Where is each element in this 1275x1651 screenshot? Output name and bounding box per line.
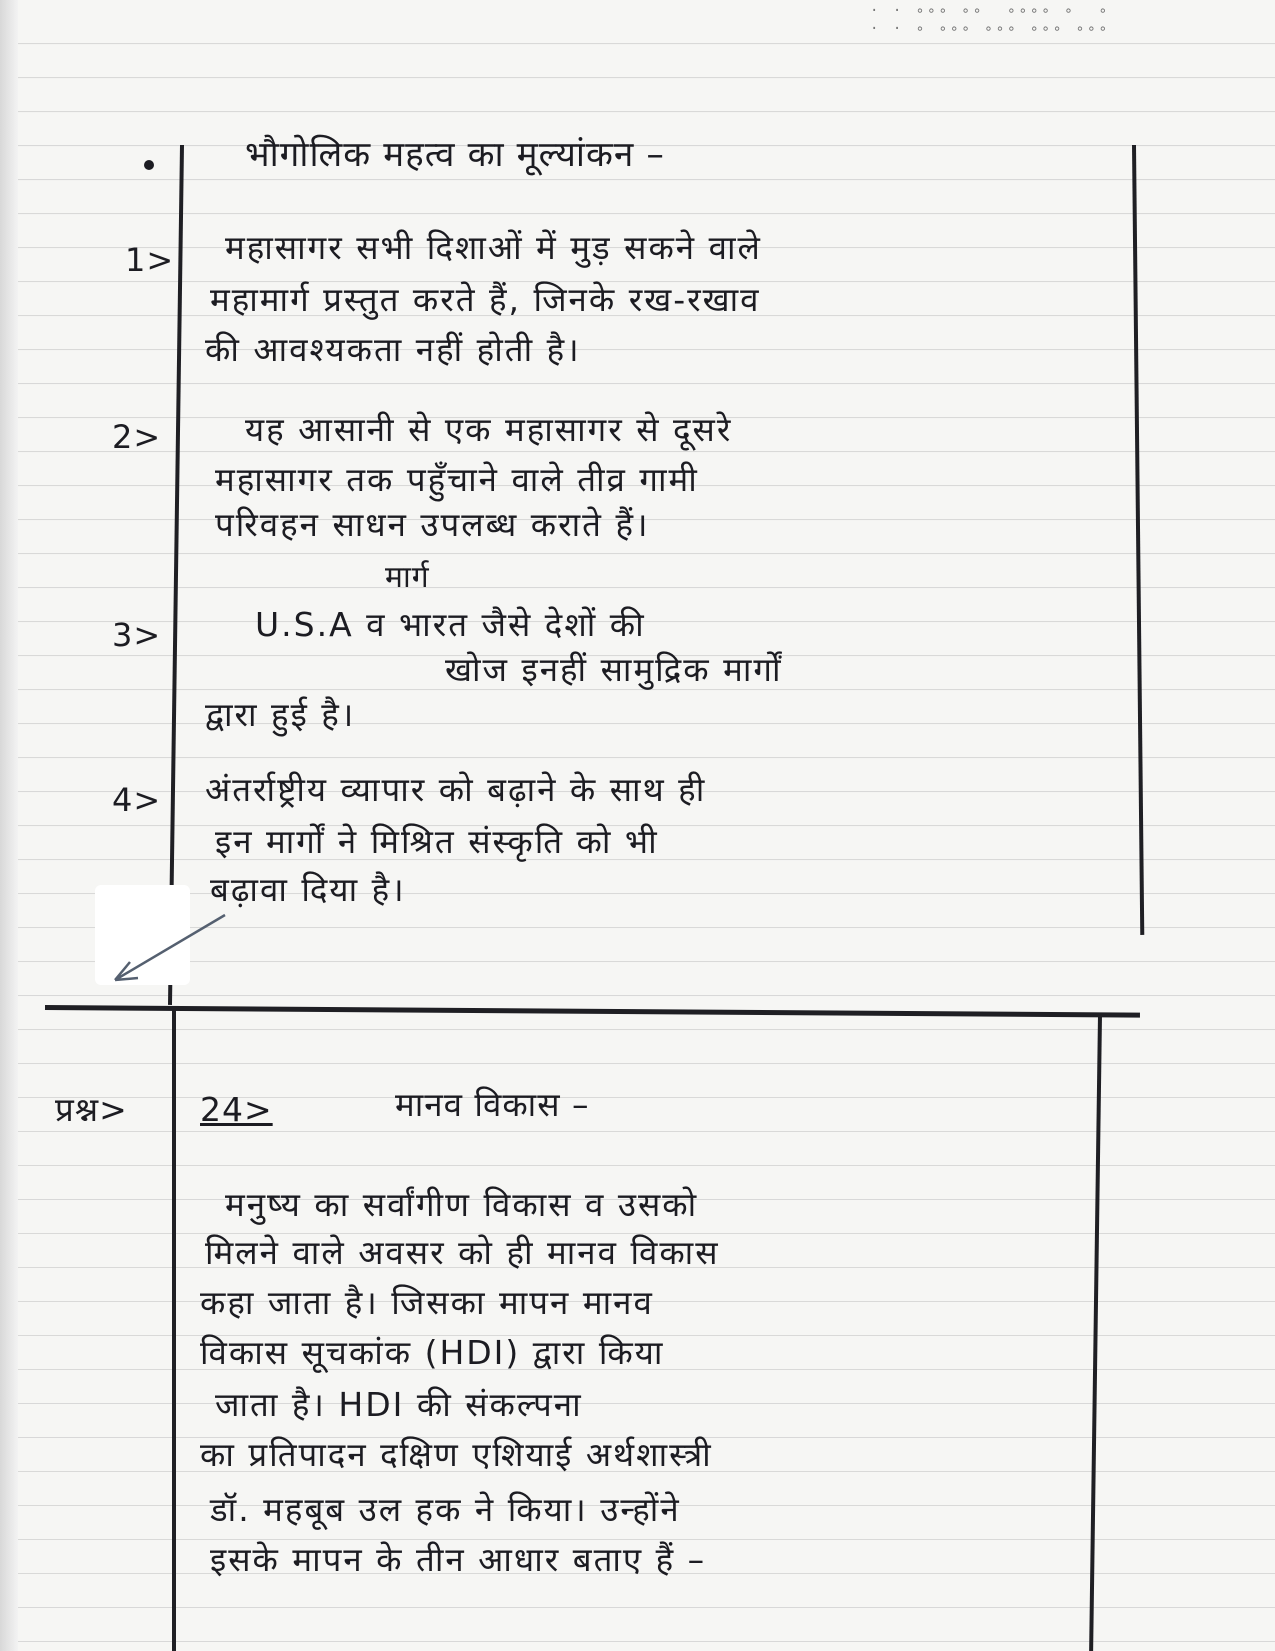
item-4-line-1: अंतर्राष्ट्रीय व्यापार को बढ़ाने के साथ ही [205, 770, 707, 809]
item-2-line-1: यह आसानी से एक महासागर से दूसरे [245, 410, 733, 449]
arrow-mark-icon [100, 900, 240, 990]
item-4-line-2: इन मार्गों ने मिश्रित संस्कृति को भी [215, 822, 659, 861]
section-divider [45, 1005, 1140, 1018]
question-title: मानव विकास – [395, 1085, 590, 1124]
answer-line-7: डॉ. महबूब उल हक ने किया। उन्होंने [210, 1490, 681, 1529]
answer-line-1: मनुष्य का सर्वांगीण विकास व उसको [225, 1185, 699, 1224]
section-heading: भौगोलिक महत्व का मूल्यांकन – [245, 135, 665, 175]
item-3-line-1: U.S.A व भारत जैसे देशों की [255, 605, 646, 644]
right-line-bottom [1089, 1015, 1102, 1651]
corner-perforation-dots: · · ∘∘∘ ∘∘ ∘∘∘∘ ∘ ∘ · · ∘ ∘∘∘ ∘∘∘ ∘∘∘ ∘∘∘ [870, 3, 1111, 37]
question-label: प्रश्न> [55, 1090, 128, 1129]
item-4-number: 4> [112, 781, 162, 819]
right-line-top [1132, 145, 1144, 935]
item-1-number: 1> [125, 241, 175, 279]
answer-line-6: का प्रतिपादन दक्षिण एशियाई अर्थशास्त्री [200, 1435, 713, 1474]
bullet-dot [144, 160, 154, 170]
answer-line-5: जाता है। HDI की संकल्पना [215, 1385, 583, 1424]
item-1-line-2: महामार्ग प्रस्तुत करते हैं, जिनके रख-रखाव [210, 280, 761, 319]
item-3-insertion: मार्ग [385, 560, 430, 595]
item-2-line-2: महासागर तक पहुँचाने वाले तीव्र गामी [215, 460, 699, 499]
item-2-number: 2> [112, 418, 162, 456]
answer-line-4: विकास सूचकांक (HDI) द्वारा किया [200, 1333, 665, 1372]
item-2-line-3: परिवहन साधन उपलब्ध कराते हैं। [215, 505, 650, 544]
item-4-line-3: बढ़ावा दिया है। [210, 870, 406, 909]
page-edge-shadow [0, 0, 18, 1651]
item-1-line-1: महासागर सभी दिशाओं में मुड़ सकने वाले [225, 228, 762, 267]
item-1-line-3: की आवश्यकता नहीं होती है। [205, 330, 581, 369]
answer-line-3: कहा जाता है। जिसका मापन मानव [200, 1283, 654, 1322]
question-number: 24> [200, 1090, 273, 1129]
item-3-line-3: द्वारा हुई है। [205, 695, 356, 734]
margin-line-bottom [172, 1010, 176, 1651]
answer-line-8: इसके मापन के तीन आधार बताए हैं – [210, 1540, 707, 1579]
answer-line-2: मिलने वाले अवसर को ही मानव विकास [205, 1233, 720, 1272]
item-3-number: 3> [112, 616, 162, 654]
item-3-line-2: खोज इनहीं सामुद्रिक मार्गों [445, 650, 783, 689]
